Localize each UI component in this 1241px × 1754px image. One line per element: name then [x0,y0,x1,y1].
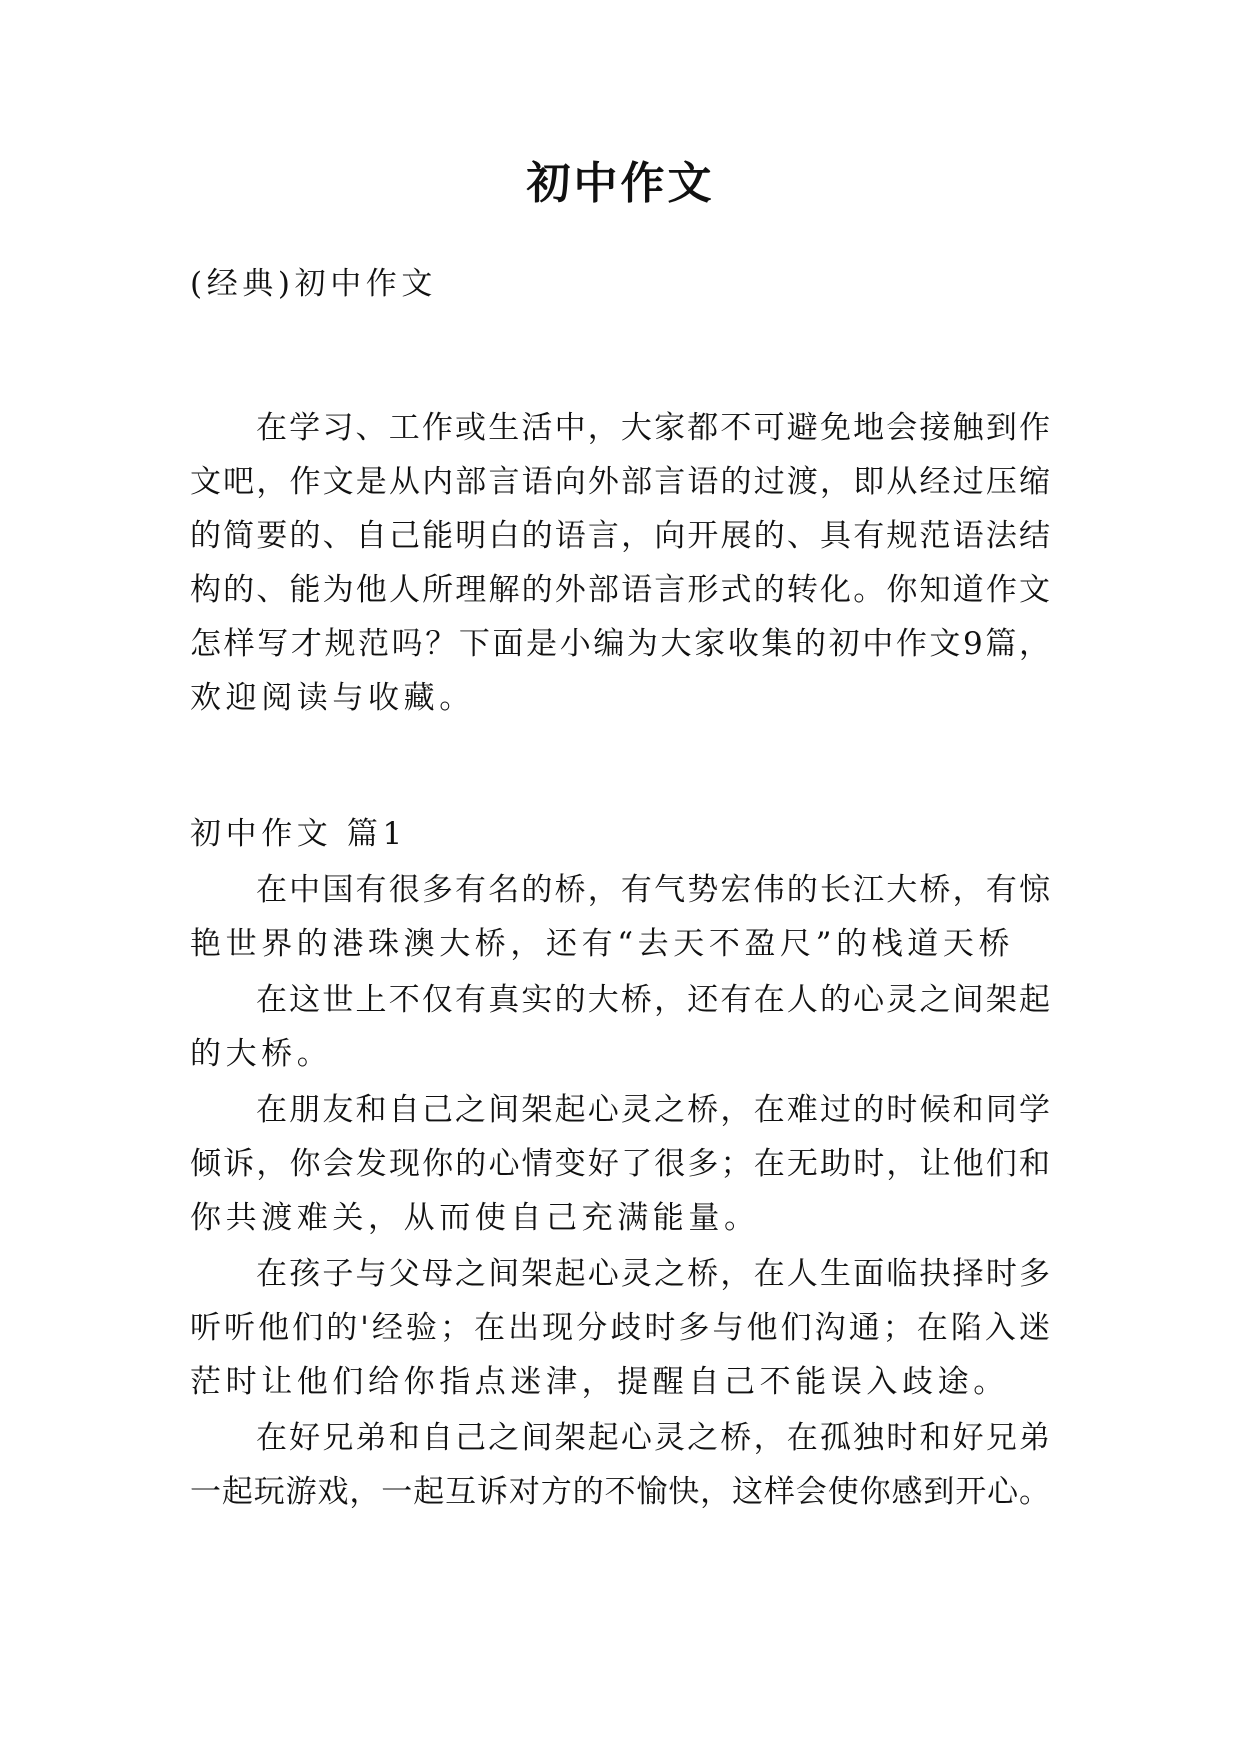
body-line: 倾诉，你会发现你的心情变好了很多；在无助时，让他们和 [190,1146,1050,1182]
intro-line: 在学习、工作或生活中，大家都不可避免地会接触到作 [256,410,1050,446]
intro-line: 的简要的、自己能明白的语言，向开展的、具有规范语法结 [190,518,1050,554]
body-line: 在这世上不仅有真实的大桥，还有在人的心灵之间架起 [256,982,1050,1018]
document-title: 初中作文 [526,158,715,209]
body-line: 在朋友和自己之间架起心灵之桥，在难过的时候和同学 [256,1092,1050,1128]
intro-line: 怎样写才规范吗？下面是小编为大家收集的初中作文9篇， [190,626,1050,662]
intro-line: 构的、能为他人所理解的外部语言形式的转化。你知道作文 [190,572,1050,608]
section-heading: 初中作文 篇1 [190,816,407,852]
intro-line: 文吧，作文是从内部言语向外部言语的过渡，即从经过压缩 [190,464,1050,500]
body-line: 茫时让他们给你指点迷津，提醒自己不能误入歧途。 [190,1364,1009,1400]
body-line: 你共渡难关，从而使自己充满能量。 [190,1200,760,1236]
document-subtitle: (经典)初中作文 [190,266,437,302]
intro-line: 欢迎阅读与收藏。 [190,680,475,716]
body-line: 听听他们的'经验；在出现分歧时多与他们沟通；在陷入迷 [190,1310,1050,1346]
body-line: 艳世界的港珠澳大桥，还有“去天不盈尺”的栈道天桥 [190,926,1015,962]
body-line: 在孩子与父母之间架起心灵之桥，在人生面临抉择时多 [256,1256,1050,1292]
body-line: 在好兄弟和自己之间架起心灵之桥，在孤独时和好兄弟 [256,1420,1050,1456]
body-line: 一起玩游戏，一起互诉对方的不愉快，这样会使你感到开心。 [190,1474,1050,1510]
body-line: 在中国有很多有名的桥，有气势宏伟的长江大桥，有惊 [256,872,1050,908]
body-line: 的大桥。 [190,1036,333,1072]
